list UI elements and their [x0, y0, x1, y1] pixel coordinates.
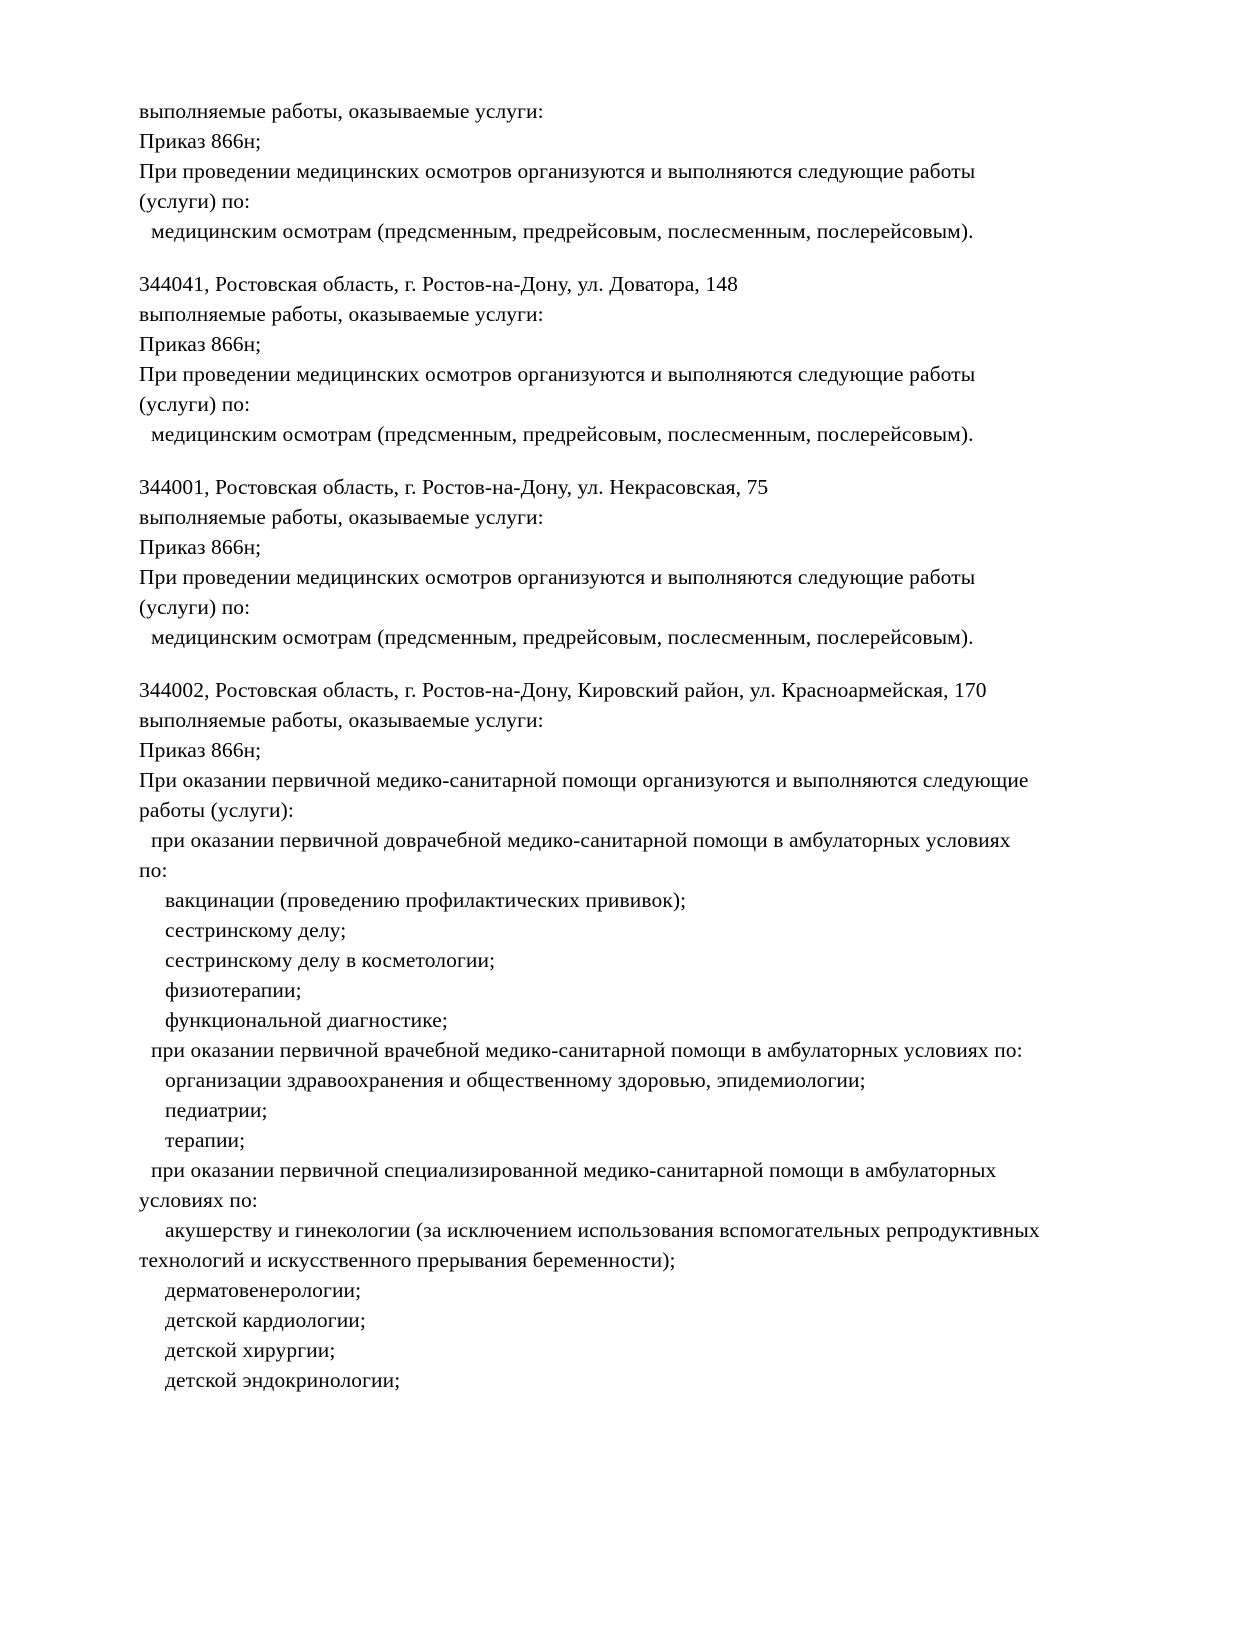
service-item-line: организации здравоохранения и общественному здоровью, эпидемиологии;	[165, 1068, 866, 1092]
text-line: При проведении медицинских осмотров организуются и выполняются следующие работы	[139, 362, 976, 386]
license-entry	[139, 472, 1180, 652]
text-line: При оказании первичной медико-санитарной помощи организуются и выполняются следующие	[139, 768, 1029, 792]
text-line: условиях по:	[139, 1188, 258, 1212]
service-item-line: акушерству и гинекологии (за исключением использования вспомогательных репродуктивных	[165, 1218, 1040, 1242]
works-services-label: выполняемые работы, оказываемые услуги:	[139, 302, 544, 326]
license-entry	[139, 675, 1180, 1395]
service-item-line: медицинским осмотрам (предсменным, предрейсовым, послесменным, послерейсовым).	[151, 422, 974, 446]
order-reference-line: Приказ 866н;	[139, 332, 262, 356]
order-reference-line: Приказ 866н;	[139, 129, 262, 153]
address-line: 344001, Ростовская область, г. Ростов-на-Дону, ул. Некрасовская, 75	[139, 475, 769, 499]
text-line: при оказании первичной специализированной медико-санитарной помощи в амбулаторных	[151, 1158, 997, 1182]
service-item-line: дерматовенерологии;	[165, 1278, 362, 1302]
service-item-line: детской кардиологии;	[165, 1308, 366, 1332]
works-services-label: выполняемые работы, оказываемые услуги:	[139, 505, 544, 529]
order-reference-line: Приказ 866н;	[139, 738, 262, 762]
works-services-label: выполняемые работы, оказываемые услуги:	[139, 99, 544, 123]
text-line: (услуги) по:	[139, 189, 251, 213]
text-line: При проведении медицинских осмотров организуются и выполняются следующие работы	[139, 159, 976, 183]
text-line: технологий и искусственного прерывания беременности);	[139, 1248, 676, 1272]
service-item-line: сестринскому делу;	[165, 918, 347, 942]
license-services-text	[139, 96, 1180, 1395]
order-reference-line: Приказ 866н;	[139, 535, 262, 559]
service-item-line: медицинским осмотрам (предсменным, предрейсовым, послесменным, послерейсовым).	[151, 625, 974, 649]
text-line: (услуги) по:	[139, 392, 251, 416]
service-item-line: физиотерапии;	[165, 978, 302, 1002]
service-item-line: функциональной диагностике;	[165, 1008, 448, 1032]
service-item-line: сестринскому делу в косметологии;	[165, 948, 496, 972]
service-item-line: детской хирургии;	[165, 1338, 336, 1362]
text-line: При проведении медицинских осмотров организуются и выполняются следующие работы	[139, 565, 976, 589]
text-line: работы (услуги):	[139, 798, 294, 822]
address-line: 344002, Ростовская область, г. Ростов-на-Дону, Кировский район, ул. Красноармейская, 170	[139, 678, 987, 702]
service-item-line: медицинским осмотрам (предсменным, предрейсовым, послесменным, послерейсовым).	[151, 219, 974, 243]
service-item-line: терапии;	[165, 1128, 246, 1152]
license-entry	[139, 269, 1180, 449]
license-entry	[139, 96, 1180, 246]
text-line: при оказании первичной врачебной медико-санитарной помощи в амбулаторных условиях по:	[151, 1038, 1023, 1062]
works-services-label: выполняемые работы, оказываемые услуги:	[139, 708, 544, 732]
text-line: по:	[139, 858, 168, 882]
address-line: 344041, Ростовская область, г. Ростов-на-Дону, ул. Доватора, 148	[139, 272, 738, 296]
service-item-line: вакцинации (проведению профилактических прививок);	[165, 888, 687, 912]
text-line: (услуги) по:	[139, 595, 251, 619]
service-item-line: педиатрии;	[165, 1098, 268, 1122]
service-item-line: детской эндокринологии;	[165, 1368, 401, 1392]
text-line: при оказании первичной доврачебной медико-санитарной помощи в амбулаторных условиях	[151, 828, 1011, 852]
